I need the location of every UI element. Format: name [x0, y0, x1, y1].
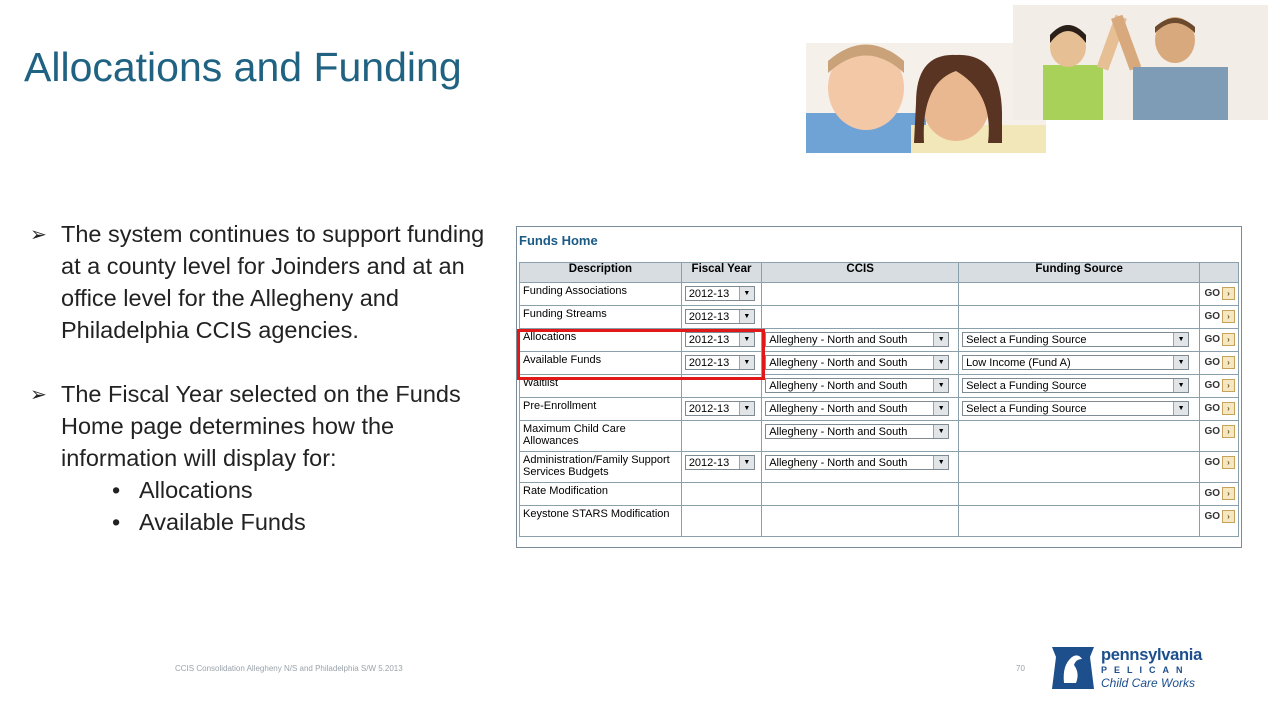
- fiscal-year-select[interactable]: [685, 401, 755, 416]
- go-button[interactable]: [1204, 333, 1235, 346]
- go-button[interactable]: [1204, 287, 1235, 300]
- slide-title: Allocations and Funding: [24, 44, 462, 90]
- go-label: GO: [1204, 403, 1220, 414]
- fiscal-year-cell: [681, 306, 761, 329]
- go-arrow-icon[interactable]: ›: [1222, 402, 1235, 415]
- ccis-cell: [762, 352, 959, 375]
- logo-line-2: PELICAN: [1101, 665, 1190, 675]
- bullet-item: [30, 218, 505, 346]
- fiscal-year-select[interactable]: [685, 455, 755, 470]
- funds-home-title: Funds Home: [519, 233, 598, 248]
- fiscal-year-select[interactable]: [685, 309, 755, 324]
- boys-high-five-photo: [1013, 5, 1268, 120]
- dropdown-arrow-icon[interactable]: ▼: [1173, 356, 1188, 369]
- column-header-fiscal-year: Fiscal Year: [681, 263, 761, 283]
- go-button[interactable]: [1204, 487, 1235, 500]
- go-label: GO: [1204, 426, 1220, 437]
- ccis-select-value: Allegheny - North and South: [769, 356, 908, 369]
- go-cell: [1200, 375, 1239, 398]
- page-number: 70: [1016, 664, 1025, 673]
- row-description: Funding Associations: [520, 283, 682, 306]
- ccis-cell: [762, 329, 959, 352]
- ccis-cell: [762, 398, 959, 421]
- fiscal-year-cell: [681, 398, 761, 421]
- table-row: [520, 483, 1239, 506]
- row-description: Waitlist: [520, 375, 682, 398]
- row-description: Keystone STARS Modification: [520, 506, 682, 537]
- go-cell: [1200, 421, 1239, 452]
- bullet-text: The system continues to support funding at a county level for Joinders and at an office level for the Allegheny and Philadelphia CCIS agencies.: [61, 221, 485, 343]
- ccis-select-value: Allegheny - North and South: [769, 402, 908, 415]
- ccis-cell: [762, 421, 959, 452]
- funding-source-cell: [959, 421, 1200, 452]
- table-row: [520, 306, 1239, 329]
- funding-source-cell: [959, 306, 1200, 329]
- go-cell: [1200, 483, 1239, 506]
- go-arrow-icon[interactable]: ›: [1222, 379, 1235, 392]
- go-label: GO: [1204, 488, 1220, 499]
- table-header-row: [520, 263, 1239, 283]
- sub-bullet-item: [30, 474, 505, 506]
- go-cell: [1200, 306, 1239, 329]
- go-arrow-icon[interactable]: ›: [1222, 487, 1235, 500]
- ccis-select-value: Allegheny - North and South: [769, 379, 908, 392]
- row-description: Maximum Child Care Allowances: [520, 421, 682, 452]
- fiscal-year-select[interactable]: [685, 286, 755, 301]
- column-header-description: Description: [520, 263, 682, 283]
- ccis-select-value: Allegheny - North and South: [769, 425, 908, 438]
- ccis-select-value: Allegheny - North and South: [769, 456, 908, 469]
- dropdown-arrow-icon[interactable]: ▼: [739, 402, 754, 415]
- funding-source-select-value: Select a Funding Source: [966, 333, 1087, 346]
- dropdown-arrow-icon[interactable]: ▼: [933, 356, 948, 369]
- ccis-cell: [762, 306, 959, 329]
- go-button[interactable]: [1204, 510, 1235, 523]
- fiscal-year-select-value: 2012-13: [688, 356, 730, 369]
- dot-bullet-icon: •: [112, 509, 121, 535]
- go-cell: [1200, 352, 1239, 375]
- column-header-ccis: CCIS: [762, 263, 959, 283]
- fiscal-year-select[interactable]: [685, 332, 755, 347]
- funding-source-select[interactable]: [962, 332, 1189, 347]
- row-description: Rate Modification: [520, 483, 682, 506]
- go-label: GO: [1204, 334, 1220, 345]
- table-row: [520, 421, 1239, 452]
- funding-source-cell: [959, 375, 1200, 398]
- sub-bullet-item: [30, 506, 505, 538]
- ccis-cell: [762, 506, 959, 537]
- arrow-bullet-icon: ➢: [30, 384, 47, 406]
- funds-home-panel: [516, 226, 1242, 548]
- go-label: GO: [1204, 457, 1220, 468]
- go-cell: [1200, 506, 1239, 537]
- ccis-select[interactable]: [765, 401, 949, 416]
- logo-line-1: pennsylvania: [1101, 646, 1202, 664]
- ccis-cell: [762, 283, 959, 306]
- ccis-select-value: Allegheny - North and South: [769, 333, 908, 346]
- funding-source-select-value: Select a Funding Source: [966, 402, 1087, 415]
- funding-source-cell: [959, 398, 1200, 421]
- row-description: Allocations: [520, 329, 682, 352]
- table-row: [520, 398, 1239, 421]
- fiscal-year-select-value: 2012-13: [688, 456, 730, 469]
- arrow-bullet-icon: ➢: [30, 224, 47, 246]
- go-button[interactable]: [1204, 356, 1235, 369]
- row-description: Available Funds: [520, 352, 682, 375]
- go-button[interactable]: [1204, 402, 1235, 415]
- go-label: GO: [1204, 511, 1220, 522]
- fiscal-year-cell: [681, 352, 761, 375]
- table-row: [520, 506, 1239, 537]
- go-arrow-icon[interactable]: ›: [1222, 333, 1235, 346]
- go-arrow-icon[interactable]: ›: [1222, 456, 1235, 469]
- row-description: Funding Streams: [520, 306, 682, 329]
- ccis-select[interactable]: [765, 378, 949, 393]
- funding-source-cell: [959, 283, 1200, 306]
- ccis-cell: [762, 452, 959, 483]
- footer-text: CCIS Consolidation Allegheny N/S and Philadelphia S/W 5.2013: [175, 664, 403, 673]
- funding-source-select-value: Low Income (Fund A): [966, 356, 1071, 369]
- go-button[interactable]: [1204, 310, 1235, 323]
- row-description: Pre-Enrollment: [520, 398, 682, 421]
- sub-bullet-text: Available Funds: [139, 509, 306, 535]
- dropdown-arrow-icon[interactable]: ▼: [933, 402, 948, 415]
- children-photo: [806, 43, 1046, 153]
- dropdown-arrow-icon[interactable]: ▼: [739, 287, 754, 300]
- go-arrow-icon[interactable]: ›: [1222, 425, 1235, 438]
- go-arrow-icon[interactable]: ›: [1222, 287, 1235, 300]
- dropdown-arrow-icon[interactable]: ▼: [739, 456, 754, 469]
- funding-source-cell: [959, 506, 1200, 537]
- bullet-item: [30, 378, 505, 474]
- go-label: GO: [1204, 357, 1220, 368]
- go-arrow-icon[interactable]: ›: [1222, 310, 1235, 323]
- ccis-select[interactable]: [765, 332, 949, 347]
- sub-bullet-text: Allocations: [139, 477, 253, 503]
- funds-home-table: [519, 262, 1239, 537]
- fiscal-year-select-value: 2012-13: [688, 310, 730, 323]
- table-row: [520, 283, 1239, 306]
- funding-source-cell: [959, 483, 1200, 506]
- funding-source-select[interactable]: [962, 378, 1189, 393]
- dropdown-arrow-icon[interactable]: ▼: [1173, 333, 1188, 346]
- fiscal-year-cell: [681, 506, 761, 537]
- funding-source-select[interactable]: [962, 355, 1189, 370]
- fiscal-year-cell: [681, 421, 761, 452]
- go-arrow-icon[interactable]: ›: [1222, 510, 1235, 523]
- dropdown-arrow-icon[interactable]: ▼: [739, 333, 754, 346]
- table-row: [520, 375, 1239, 398]
- keystone-pelican-icon: [1048, 643, 1098, 693]
- bullet-text: The Fiscal Year selected on the Funds Home page determines how the information will display for:: [61, 381, 461, 471]
- go-button[interactable]: [1204, 379, 1235, 392]
- sub-bullet-list: [30, 474, 505, 538]
- dropdown-arrow-icon[interactable]: ▼: [933, 425, 948, 438]
- go-button[interactable]: [1204, 456, 1235, 469]
- fiscal-year-cell: [681, 375, 761, 398]
- ccis-cell: [762, 375, 959, 398]
- dropdown-arrow-icon[interactable]: ▼: [933, 456, 948, 469]
- fiscal-year-cell: [681, 283, 761, 306]
- go-button[interactable]: [1204, 425, 1235, 438]
- go-cell: [1200, 398, 1239, 421]
- funding-source-select-value: Select a Funding Source: [966, 379, 1087, 392]
- fiscal-year-select-value: 2012-13: [688, 402, 730, 415]
- ccis-select[interactable]: [765, 355, 949, 370]
- dropdown-arrow-icon[interactable]: ▼: [739, 356, 754, 369]
- ccis-select[interactable]: [765, 424, 949, 439]
- go-label: GO: [1204, 288, 1220, 299]
- fiscal-year-select-value: 2012-13: [688, 287, 730, 300]
- fiscal-year-select-value: 2012-13: [688, 333, 730, 346]
- go-cell: [1200, 452, 1239, 483]
- table-row: [520, 452, 1239, 483]
- go-label: GO: [1204, 380, 1220, 391]
- funding-source-cell: [959, 452, 1200, 483]
- dropdown-arrow-icon[interactable]: ▼: [739, 310, 754, 323]
- funding-source-cell: [959, 329, 1200, 352]
- dropdown-arrow-icon[interactable]: ▼: [1173, 402, 1188, 415]
- funding-source-cell: [959, 352, 1200, 375]
- ccis-select[interactable]: [765, 455, 949, 470]
- go-label: GO: [1204, 311, 1220, 322]
- row-description: Administration/Family Support Services Budgets: [520, 452, 682, 483]
- dropdown-arrow-icon[interactable]: ▼: [1173, 379, 1188, 392]
- funding-source-select[interactable]: [962, 401, 1189, 416]
- go-arrow-icon[interactable]: ›: [1222, 356, 1235, 369]
- dropdown-arrow-icon[interactable]: ▼: [933, 379, 948, 392]
- go-cell: [1200, 329, 1239, 352]
- column-header-funding-source: Funding Source: [959, 263, 1200, 283]
- column-header-go: [1200, 263, 1239, 283]
- table-row: [520, 352, 1239, 375]
- dropdown-arrow-icon[interactable]: ▼: [933, 333, 948, 346]
- fiscal-year-cell: [681, 452, 761, 483]
- fiscal-year-cell: [681, 483, 761, 506]
- ccis-cell: [762, 483, 959, 506]
- fiscal-year-cell: [681, 329, 761, 352]
- go-cell: [1200, 283, 1239, 306]
- pennsylvania-pelican-logo: [1048, 643, 1263, 693]
- dot-bullet-icon: •: [112, 477, 121, 503]
- fiscal-year-select[interactable]: [685, 355, 755, 370]
- logo-line-3: Child Care Works: [1101, 676, 1196, 690]
- bullet-list: [30, 218, 505, 538]
- table-row: [520, 329, 1239, 352]
